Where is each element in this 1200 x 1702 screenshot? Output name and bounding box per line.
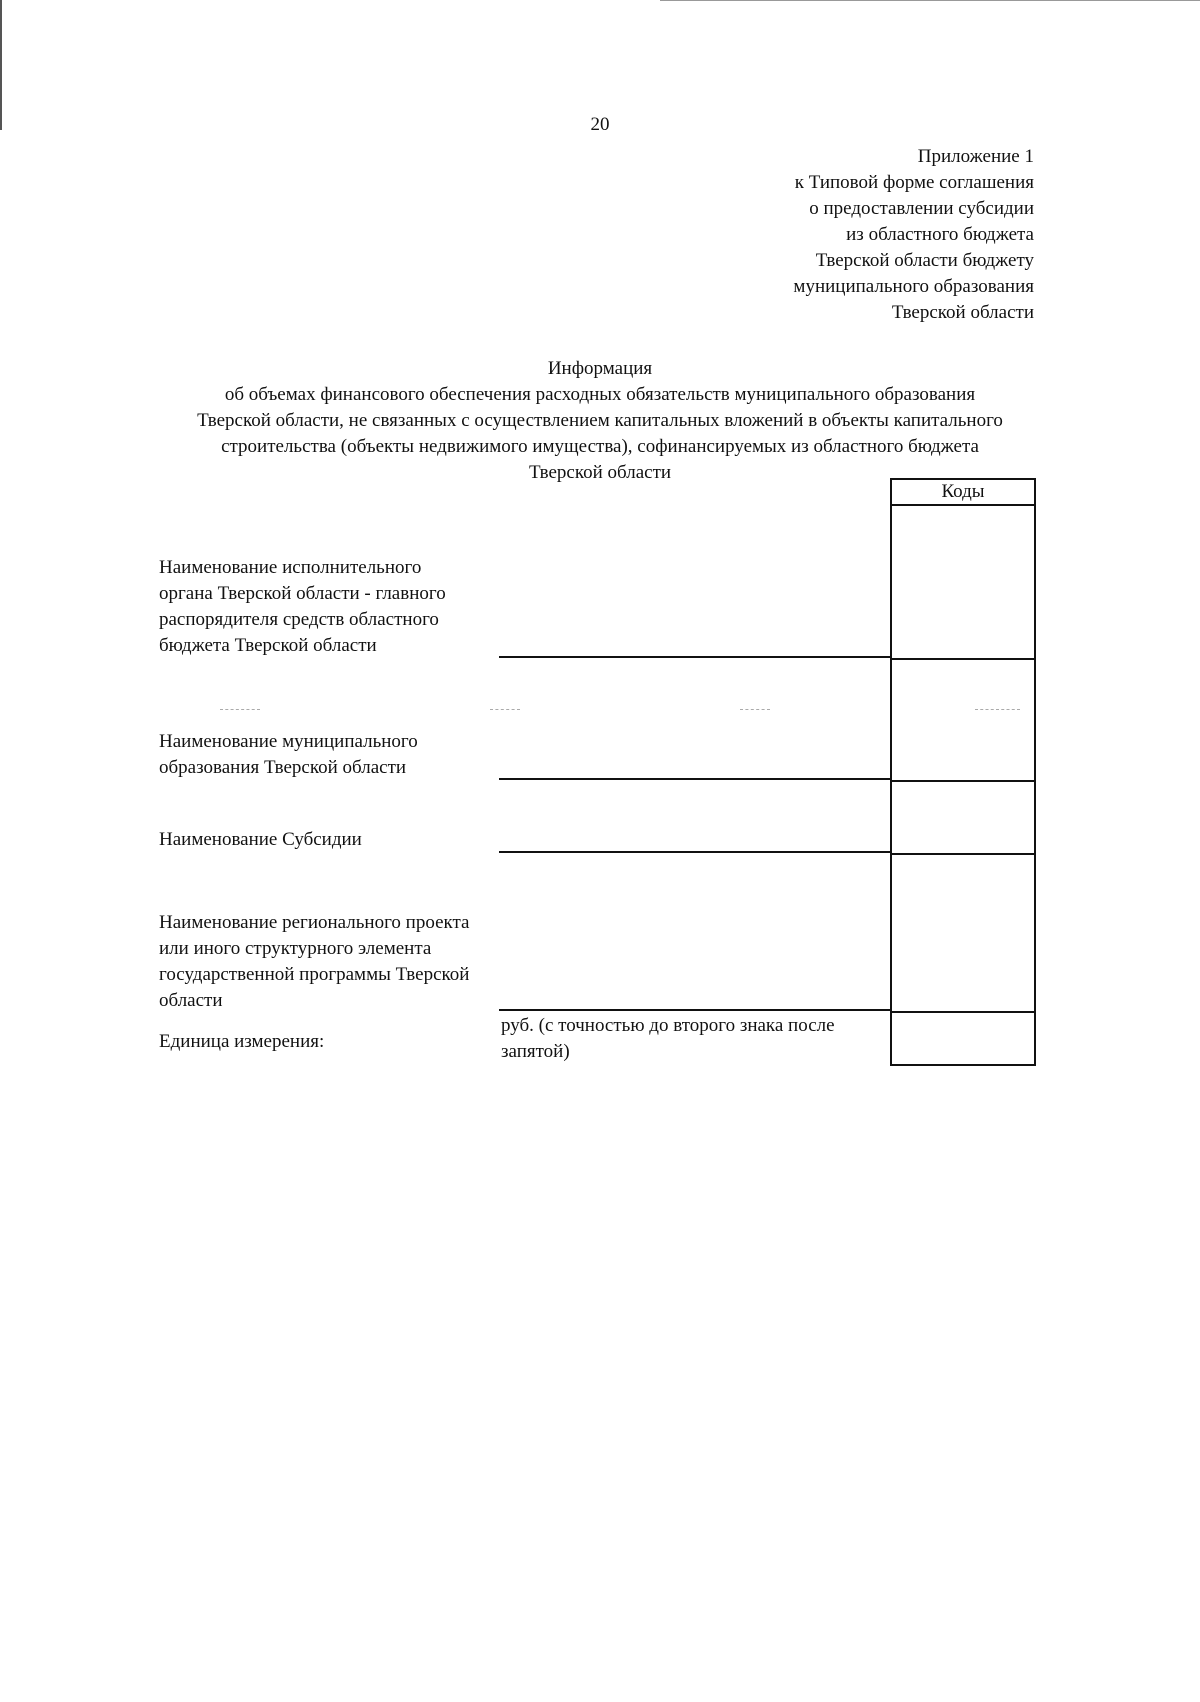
unit-value-line: руб. (с точностью до второго знака после [501,1015,835,1036]
unit-label [159,1029,499,1055]
appendix-line: Тверской области бюджету [815,250,1034,271]
scan-dots [975,709,1020,712]
label-line: образования Тверской области [159,757,407,778]
code-cell-divider [892,780,1034,782]
label-line: распорядителя средств областного [159,609,439,630]
scan-dots [220,709,260,712]
label-line: бюджета Тверской области [159,635,377,656]
label-line: Наименование исполнительного [159,557,422,578]
page-number: 20 [590,114,610,135]
code-cell-divider [892,658,1034,660]
label-line: Единица измерения: [159,1031,325,1052]
codes-header: Коды [892,480,1034,506]
heading-line: Тверской области [528,462,672,483]
subsidy-label [159,827,499,853]
label-line: Наименование Субсидии [159,829,362,850]
appendix-line: Тверской области [891,302,1034,323]
regional-project-label [159,910,499,1014]
label-line: или иного структурного элемента [159,938,432,959]
codes-table [890,478,1036,1066]
document-title: Информация [547,358,653,379]
appendix-line: муниципального образования [793,276,1034,297]
unit-value-line: запятой) [501,1041,570,1062]
code-cell-divider [892,1011,1034,1013]
scan-top-artifact [660,0,1200,1]
municipality-label [159,729,499,781]
heading-line: Тверской области, не связанных с осуществлением капитальных вложений в объекты капитального [197,410,1003,431]
appendix-line: из областного бюджета [846,224,1034,245]
appendix-block [534,144,1034,326]
scan-dots [490,709,520,712]
heading-line: об объемах финансового обеспечения расходных обязательств муниципального образования [224,384,976,405]
label-line: Наименование муниципального [159,731,418,752]
scan-dots [740,709,770,712]
executive-body-label [159,555,499,659]
appendix-line: Приложение 1 [917,146,1034,167]
municipality-field[interactable] [499,778,890,780]
executive-body-field[interactable] [499,656,890,658]
unit-value [501,1013,881,1065]
appendix-line: к Типовой форме соглашения [794,172,1034,193]
label-line: органа Тверской области - главного [159,583,446,604]
subsidy-field[interactable] [499,851,890,853]
appendix-line: о предоставлении субсидии [809,198,1034,219]
heading-line: строительства (объекты недвижимого имущества), софинансируемых из областного бюджета [221,436,979,457]
regional-project-field[interactable] [499,1009,890,1011]
document-heading [130,356,1070,486]
label-line: Наименование регионального проекта [159,912,470,933]
label-line: области [159,990,223,1011]
label-line: государственной программы Тверской [159,964,470,985]
scan-edge-artifact [0,0,2,130]
code-cell-divider [892,853,1034,855]
